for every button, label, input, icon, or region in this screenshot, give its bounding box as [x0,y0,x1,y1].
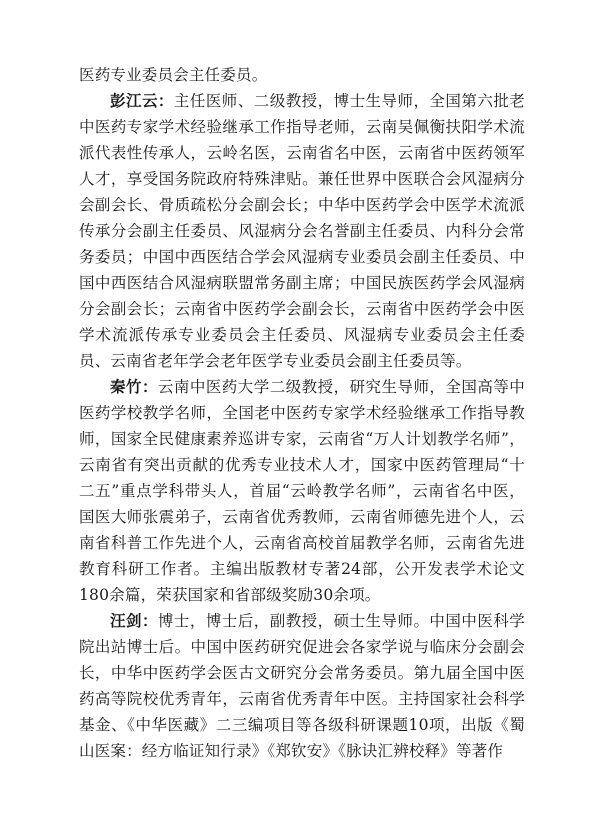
person-name: 彭江云： [110,92,174,110]
paragraph-text: 主任医师、二级教授，博士生导师，全国第六批老中医药专家学术经验继承工作指导老师，云南吴佩衡扶阳学术流派代表性传承人，云岭名医，云南省名中医，云南省中医药领军人才，享受国务院政府特殊津贴。兼任世界中医联合会风湿病分会副会长、骨质疏松分会副会长；中华中医药学会中医学术流派传承分会副主任委员、风湿病分会名誉副主任委员、内科分会常务委员；中国中西医结合学会风湿病专业委员会副主任委员、中国中西医结合风湿病联盟常务副主席；中国民族医药学会风湿病分会副会长；云南省中医药学会副会长，云南省中医药学会中医学术流派传承专业委员会主任委员、风湿病专业委员会主任委员、云南省老年学会老年医学专业委员会副主任委员等。 [79,92,525,370]
paragraph-wang-jian [79,608,525,764]
person-name: 秦竹： [110,378,158,396]
document-body [79,62,525,764]
paragraph-text: 云南中医药大学二级教授，研究生导师，全国高等中医药学校教学名师，全国老中医药专家学术经验继承工作指导教师，国家全民健康素养巡讲专家，云南省“万人计划教学名师”，云南省有突出贡献的优秀专业技术人才，国家中医药管理局“十二五”重点学科带头人，首届“云岭教学名师”，云南省名中医，国医大师张震弟子，云南省优秀教师，云南省师德先进个人，云南省科普工作先进个人，云南省高校首届教学名师，云南省先进教育科研工作者。主编出版教材专著24部，公开发表学术论文180余篇，荣获国家和省部级奖励30余项。 [79,378,525,604]
paragraph-peng-jiangyun [79,88,525,374]
paragraph-continuation [79,62,525,88]
person-name: 汪剑： [110,612,158,630]
paragraph-qin-zhu [79,374,525,608]
paragraph-text: 博士，博士后，副教授，硕士生导师。中国中医科学院出站博士后。中国中医药研究促进会各家学说与临床分会副会长，中华中医药学会医古文研究分会常务委员。第九届全国中医药高等院校优秀青年，云南省优秀青年中医。主持国家社会科学基金、《中华医藏》二三编项目等各级科研课题10项，出版《蜀山医案：经方临证知行录》《郑钦安》《脉诀汇辨校释》等著作 [79,612,525,760]
paragraph-text: 医药专业委员会主任委员。 [79,66,268,84]
